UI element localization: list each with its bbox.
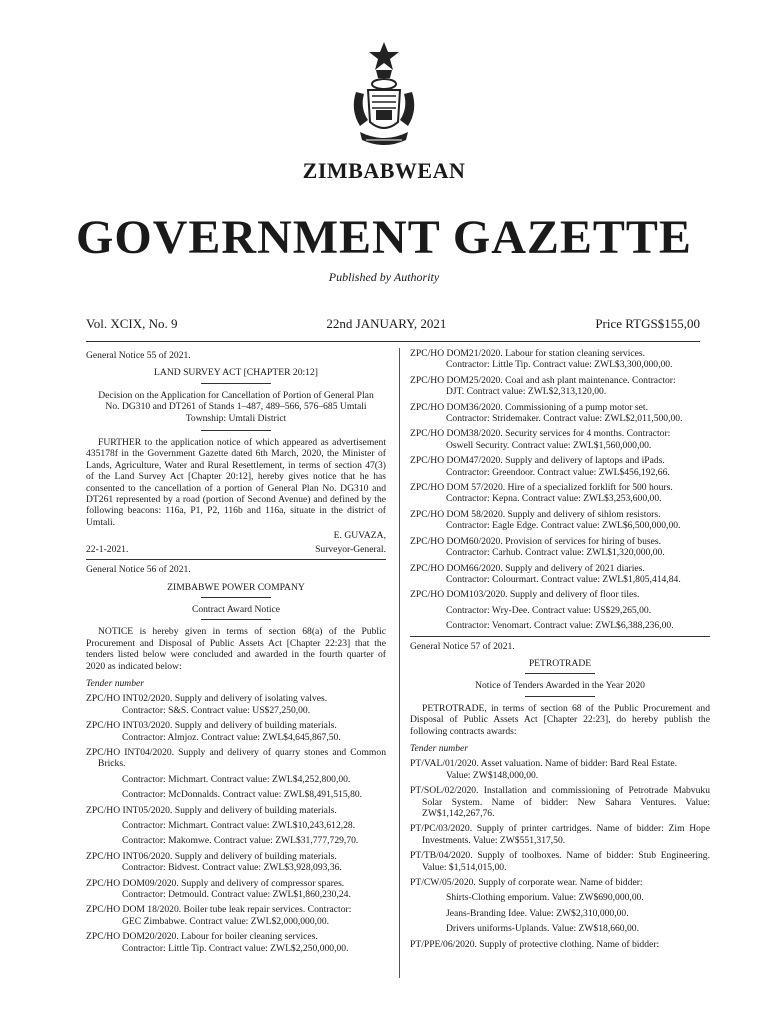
contractor-line: Contractor: S&S. Contract value: US$27,250,00. bbox=[122, 704, 311, 716]
signatory-name: E. GUVAZA, bbox=[333, 530, 386, 542]
tender-number-label: Tender number bbox=[86, 677, 145, 689]
tender-list bbox=[410, 758, 710, 950]
tender-description: ZPC/HO DOM 57/2020. Hire of a specialized forklift for 500 hours. bbox=[410, 482, 673, 494]
contractor-line: Contractor: Stridemaker. Contract value: ZWL$2,011,500,00. bbox=[446, 413, 683, 425]
tender-description: ZPC/HO INT06/2020. Supply and delivery of building materials. bbox=[86, 850, 337, 862]
tender-description: ZPC/HO INT03/2020. Supply and delivery of building materials. bbox=[86, 720, 337, 732]
tender-entry bbox=[410, 823, 710, 846]
notice-body: PETROTRADE, in terms of section 68 of the Public Procurement and Disposal of Public Assets Act [Chapter 22:23], do hereby publish the following contracts awards: bbox=[410, 702, 710, 737]
contractor-line: Contractor: Eagle Edge. Contract value: ZWL$6,500,000,00. bbox=[446, 520, 681, 532]
contractor-line: Jeans-Branding Idee. Value: ZW$2,310,000,00. bbox=[446, 907, 629, 919]
tender-entry bbox=[410, 482, 710, 505]
tender-entry bbox=[86, 931, 386, 954]
divider bbox=[525, 673, 595, 674]
contractor-line: Contractor: Venomart. Contract value: ZWL$6,388,236,00. bbox=[446, 620, 674, 632]
contractor-line: Contractor: Kepna. Contract value: ZWL$3,253,600,00. bbox=[446, 493, 662, 505]
tender-description: PT/TB/04/2020. Supply of toolboxes. Name of bidder: Stub Engineering. Value: $1,514,015,00. bbox=[410, 850, 710, 873]
tender-entry bbox=[410, 758, 710, 781]
notice-number: General Notice 55 of 2021. bbox=[86, 350, 191, 361]
notice-body: NOTICE is hereby given in terms of section 68(a) of the Public Procurement and Disposal of Public Assets Act [Chapter 22:23] that the tenders listed below were concluded and awarded in the fourth quarter of 2020 as indicated below: bbox=[86, 626, 386, 672]
contractor-line: Shirts-Clothing emporium. Value: ZW$690,000,00. bbox=[446, 892, 644, 904]
tender-description: PT/VAL/01/2020. Asset valuation. Name of bidder: Bard Real Estate. bbox=[410, 758, 678, 770]
tender-list bbox=[86, 693, 386, 954]
contractor-line: Contractor: Detmould. Contract value: ZWL$1,860,230,24. bbox=[122, 889, 351, 901]
divider bbox=[201, 597, 271, 598]
contractor-line: Contractor: Wry-Dee. Contract value: US$29,265,00. bbox=[446, 604, 652, 616]
tender-entry bbox=[410, 375, 710, 398]
tender-entry bbox=[410, 536, 710, 559]
notice-date: 22-1-2021. bbox=[86, 543, 129, 555]
tender-description: ZPC/HO DOM25/2020. Coal and ash plant maintenance. Contractor: bbox=[410, 374, 676, 386]
tender-description: ZPC/HO DOM38/2020. Security services for 4 months. Contractor: bbox=[410, 428, 671, 440]
tender-entry bbox=[410, 785, 710, 819]
tender-entry bbox=[86, 878, 386, 901]
tender-description: PT/SOL/02/2020. Installation and commissioning of Petrotrade Mabvuku Solar System. Name of bidder: New Sahara Ventures. Value: ZW$1,142,267,76. bbox=[410, 785, 710, 819]
contractor-line: Contractor: Michmart. Contract value: ZWL$10,243,612,28. bbox=[122, 820, 356, 831]
section-divider bbox=[86, 559, 386, 560]
tender-entry bbox=[410, 455, 710, 478]
issue-price: Price RTGS$155,00 bbox=[595, 316, 700, 331]
masthead-title: GOVERNMENT GAZETTE bbox=[76, 211, 692, 264]
tender-description: ZPC/HO DOM60/2020. Provision of services for hiring of buses. bbox=[410, 535, 662, 547]
notice-body: FURTHER to the application notice of which appeared as advertisement 435178f in the Government Gazette dated 6th March, 2020, the Minister of Lands, Agriculture, Water and Rural Resettlement, in terms of section 47(3) of the Land Survey Act [Chapter 20:12], hereby gives notice that he has consented to the cancellation of a portion of General Plan No. DG310 and DT261 represented by a road (portion of Second Avenue) and defined by the following beacons: 116a, P1, P2, 116b and 116a, situate in the district of Umtali. bbox=[86, 437, 386, 528]
tender-list bbox=[410, 348, 710, 632]
contractor-line: Contractor: Michmart. Contract value: ZWL$4,252,800,00. bbox=[122, 773, 351, 785]
tender-entry bbox=[86, 904, 386, 927]
contractor-line: Contractor: Little Tip. Contract value: ZWL$2,250,000,00. bbox=[122, 942, 349, 954]
tender-description: ZPC/HO DOM21/2020. Labour for station cleaning services. bbox=[410, 348, 646, 359]
notice-number: General Notice 57 of 2021. bbox=[410, 640, 515, 652]
divider bbox=[201, 619, 271, 620]
tender-entry bbox=[410, 348, 710, 371]
contractor-line: Contractor: Bidvest. Contract value: ZWL$3,928,093,36. bbox=[122, 862, 342, 874]
masthead-subtitle: Published by Authority bbox=[328, 270, 440, 284]
tender-description: PT/PPE/06/2020. Supply of protective clothing. Name of bidder: bbox=[410, 938, 660, 950]
tender-entry bbox=[86, 747, 386, 770]
tender-entry bbox=[410, 428, 710, 451]
column-divider bbox=[399, 348, 400, 978]
tender-entry bbox=[86, 720, 386, 743]
tender-entry bbox=[410, 850, 710, 873]
tender-entry bbox=[86, 805, 386, 816]
tender-description: ZPC/HO DOM36/2020. Commissioning of a pump motor set. bbox=[410, 401, 648, 413]
tender-description: ZPC/HO DOM66/2020. Supply and delivery of 2021 diaries. bbox=[410, 562, 645, 574]
contractor-line: Contractor: Colourmart. Contract value: ZWL$1,805,414,84. bbox=[446, 573, 681, 585]
contractor-line: Contractor: Makomwe. Contract value: ZWL$31,777,729,70. bbox=[122, 835, 359, 847]
divider bbox=[201, 383, 271, 384]
signatory-role: Surveyor-General. bbox=[315, 543, 386, 555]
tender-number-label: Tender number bbox=[410, 742, 469, 754]
tender-entry bbox=[410, 509, 710, 532]
contractor-line: Value: ZW$148,000,00. bbox=[446, 769, 539, 781]
tender-description: ZPC/HO DOM47/2020. Supply and delivery of laptops and iPads. bbox=[410, 455, 665, 467]
masthead-rule bbox=[86, 341, 700, 342]
notice-subtitle: Notice of Tenders Awarded in the Year 2020 bbox=[475, 680, 645, 692]
section-divider bbox=[410, 636, 710, 637]
contractor-line: Contractor: Almjoz. Contract value: ZWL$4,645,867,50. bbox=[122, 731, 341, 743]
coat-of-arms-icon bbox=[346, 40, 422, 156]
contractor-line: Contractor: Little Tip. Contract value: ZWL$3,300,000,00. bbox=[446, 359, 673, 371]
tender-entry bbox=[410, 877, 710, 888]
tender-description: PT/CW/05/2020. Supply of corporate wear. Name of bidder: bbox=[410, 877, 643, 889]
contractor-line: Oswell Security. Contract value: ZWL$1,560,000,00. bbox=[446, 439, 652, 451]
tender-description: ZPC/HO DOM09/2020. Supply and delivery of compressor spares. bbox=[86, 877, 345, 889]
contractor-line: Contractor: McDonnalds. Contract value: ZWL$8,491,515,80. bbox=[122, 789, 363, 801]
notice-number: General Notice 56 of 2021. bbox=[86, 564, 191, 576]
tender-description: ZPC/HO DOM103/2020. Supply and delivery of floor tiles. bbox=[410, 589, 640, 601]
org-title: ZIMBABWE POWER COMPANY bbox=[167, 581, 305, 593]
tender-entry bbox=[410, 589, 710, 600]
contractor-line: Contractor: Greendoor. Contract value: ZWL$456,192,66. bbox=[446, 466, 670, 478]
divider bbox=[201, 430, 271, 431]
tender-entry bbox=[86, 693, 386, 716]
issue-line bbox=[86, 316, 700, 332]
divider bbox=[525, 696, 595, 697]
issue-date: 22nd JANUARY, 2021 bbox=[326, 316, 447, 331]
tender-description: ZPC/HO DOM 18/2020. Boiler tube leak repair services. Contractor: bbox=[86, 904, 352, 916]
volume-number: Vol. XCIX, No. 9 bbox=[86, 316, 178, 331]
tender-entry bbox=[410, 563, 710, 586]
tender-entry bbox=[410, 402, 710, 425]
tender-description: ZPC/HO INT04/2020. Supply and delivery of quarry stones and Common Bricks. bbox=[86, 746, 386, 770]
tender-description: PT/PC/03/2020. Supply of printer cartridges. Name of bidder: Zim Hope Investments. Value: ZW$551,317,50. bbox=[410, 823, 710, 846]
contractor-line: Contractor: Carhub. Contract value: ZWL$1,320,000,00. bbox=[446, 547, 665, 559]
decision-title: Decision on the Application for Cancellation of Portion of General Plan No. DG310 and DT261 of Stands 1–487, 489–566, 576–685 Umtali Township: Umtali District bbox=[98, 389, 374, 424]
tender-description: ZPC/HO DOM 58/2020. Supply and delivery of sihlom resistors. bbox=[410, 508, 661, 520]
act-title: LAND SURVEY ACT [CHAPTER 20:12] bbox=[154, 367, 318, 379]
tender-entry bbox=[410, 939, 710, 950]
contractor-line: Drivers uniforms-Uplands. Value: ZW$18,660,00. bbox=[446, 923, 639, 935]
left-column bbox=[86, 348, 386, 958]
tender-description: ZPC/HO DOM20/2020. Labour for boiler cleaning services. bbox=[86, 931, 318, 943]
masthead-country: ZIMBABWEAN bbox=[302, 158, 466, 183]
contractor-line: DJT. Contract value: ZWL$2,313,120,00. bbox=[446, 386, 607, 398]
org-title: PETROTRADE bbox=[528, 657, 592, 669]
signature-row bbox=[86, 544, 386, 555]
contractor-line: GEC Zimbabwe. Contract value: ZWL$2,000,000,00. bbox=[122, 915, 330, 927]
tender-description: ZPC/HO INT05/2020. Supply and delivery of building materials. bbox=[86, 804, 337, 816]
right-column bbox=[410, 348, 710, 954]
notice-subtitle: Contract Award Notice bbox=[191, 603, 281, 615]
tender-description: ZPC/HO INT02/2020. Supply and delivery of isolating valves. bbox=[86, 693, 328, 705]
tender-entry bbox=[86, 851, 386, 874]
